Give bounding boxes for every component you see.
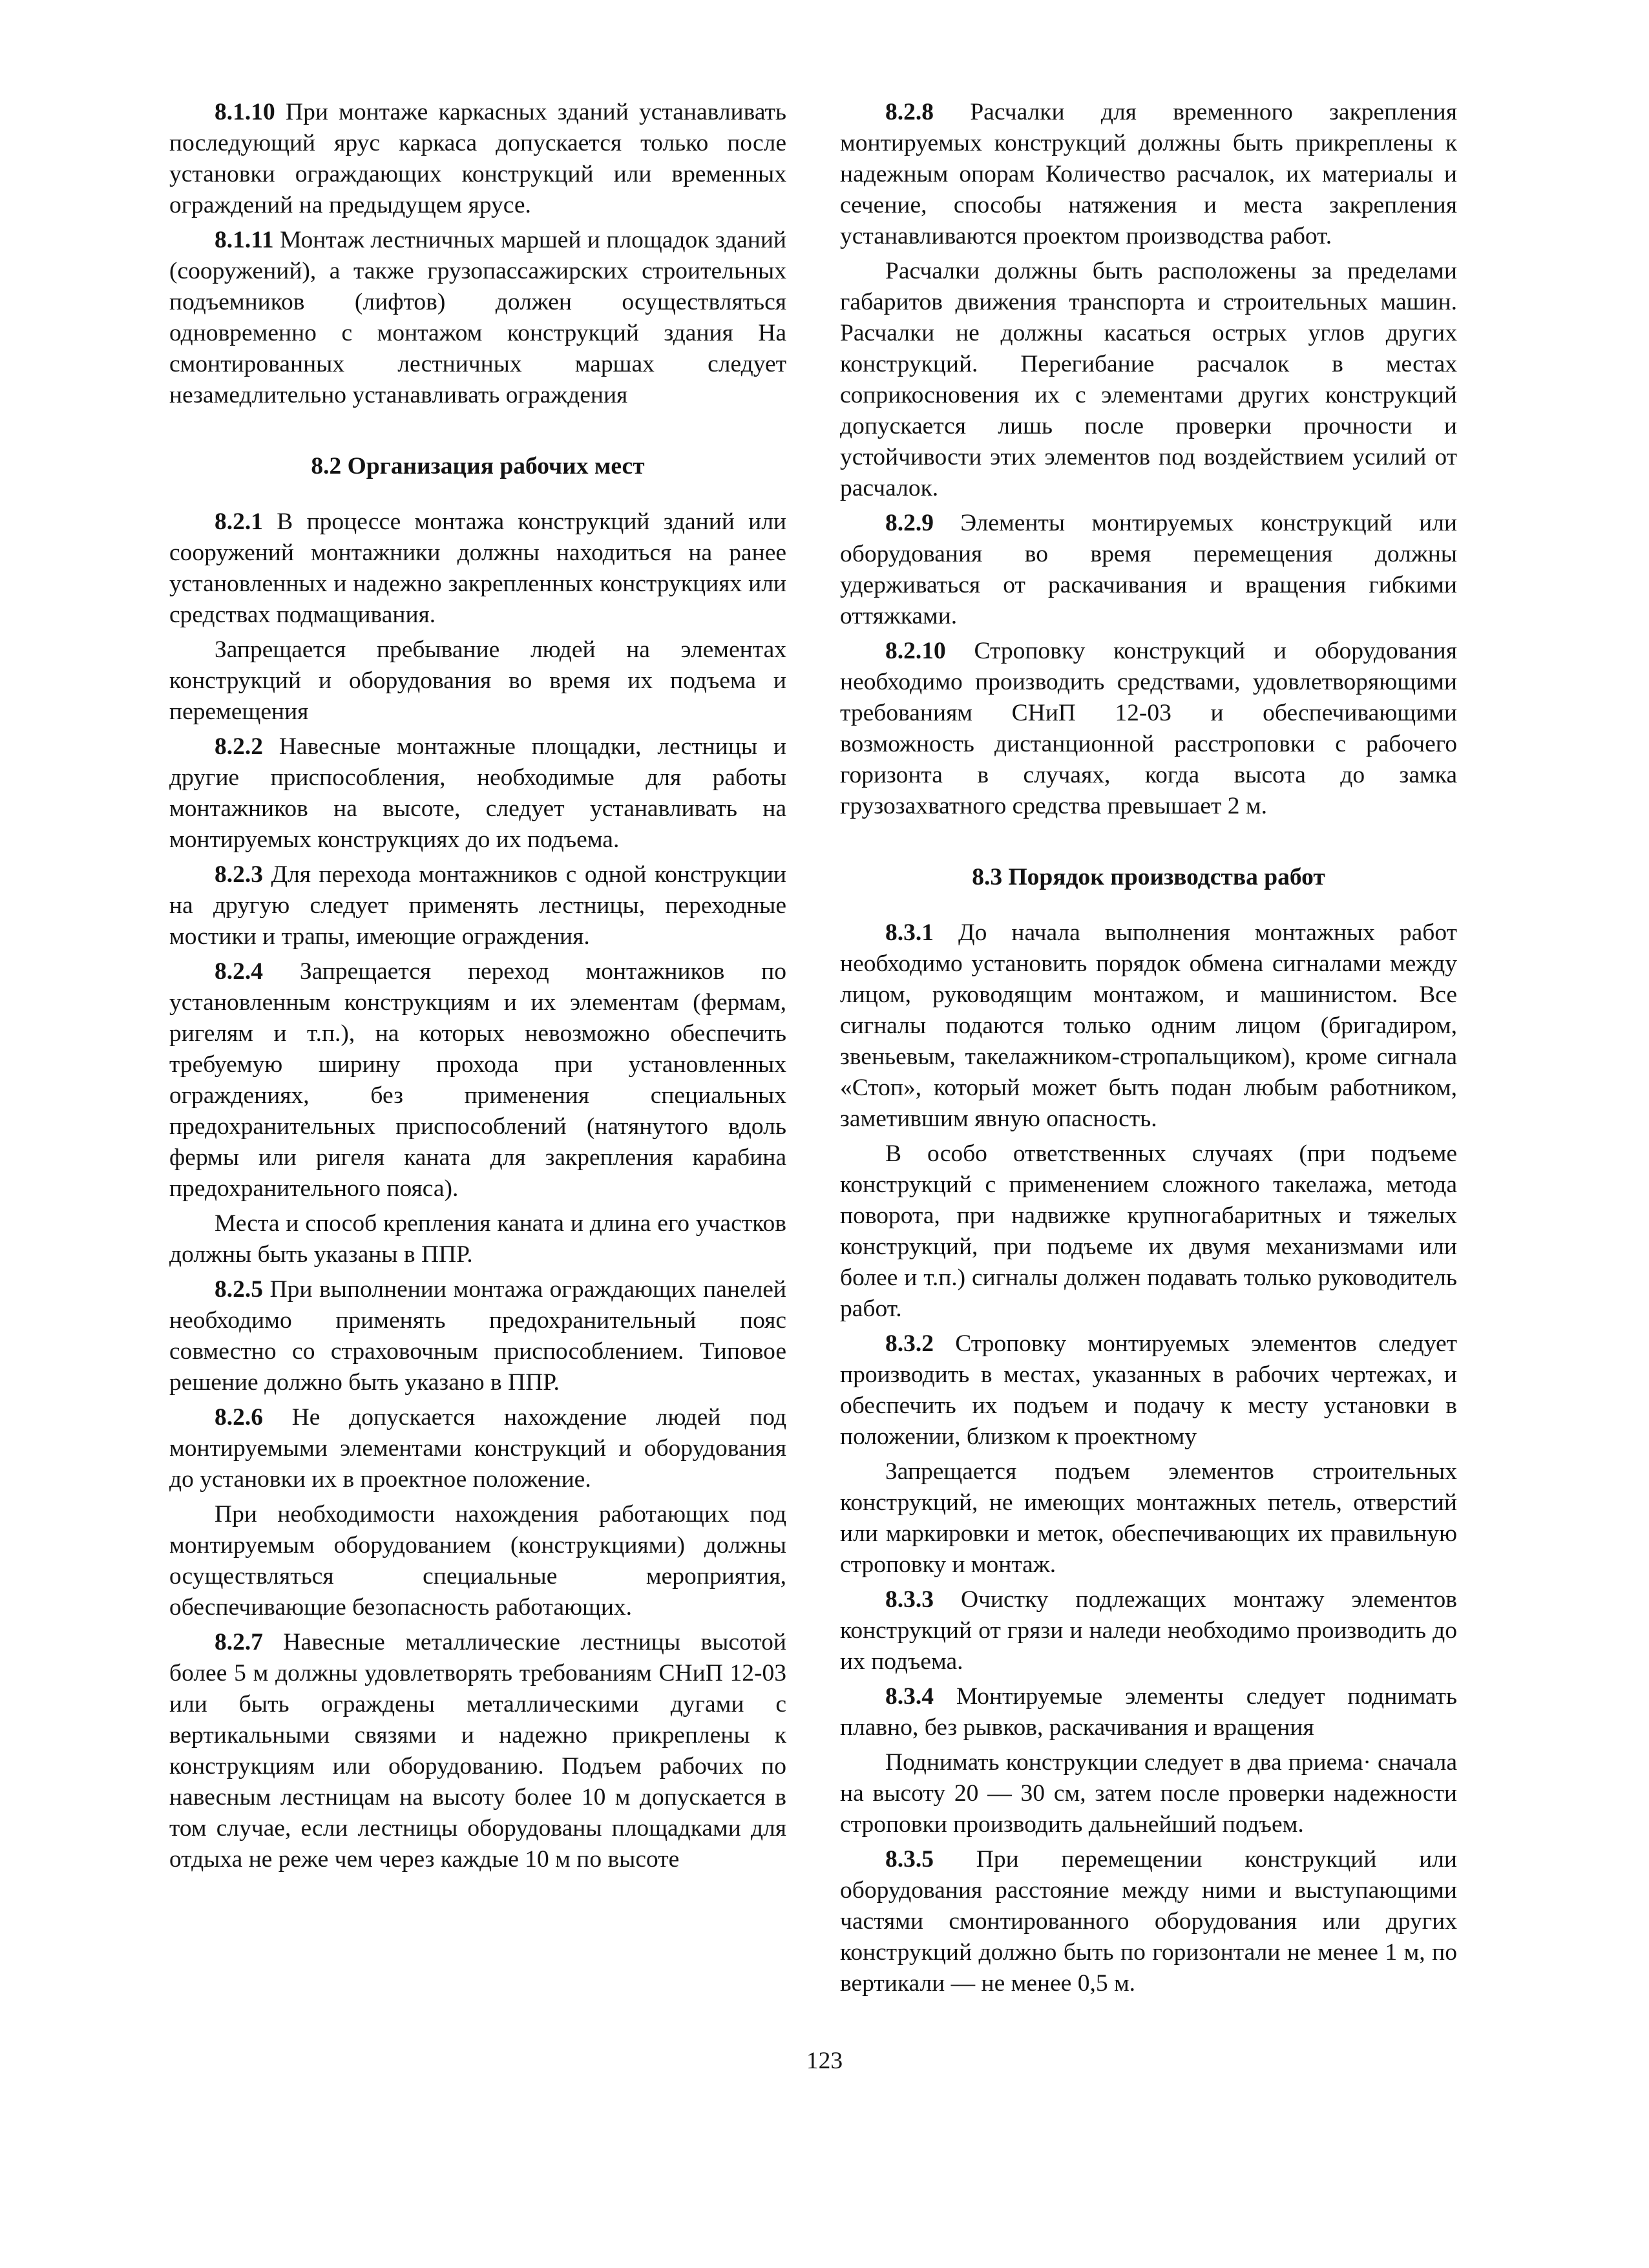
paragraph-8-2-8: [840, 97, 1457, 252]
paragraph-text: Запрещается подъем элементов строительных конструкций, не имеющих монтажных петель, отверстий или маркировки и меток, обеспечивающих их правильную строповку и монтаж.: [840, 1458, 1457, 1578]
clause-number: 8.2.6: [215, 1404, 263, 1431]
clause-number: 8.2.1: [215, 509, 263, 535]
paragraph-8-3-2: [840, 1328, 1457, 1453]
paragraph-8-3-4: [840, 1681, 1457, 1743]
clause-number: 8.2.10: [885, 638, 946, 664]
paragraph-8-3-1: [840, 918, 1457, 1135]
clause-number: 8.2.9: [885, 510, 934, 536]
paragraph-text: Навесные монтажные площадки, лестницы и другие приспособления, необходимые для работы монтажников на высоте, следует устанавливать на монтируемых конструкциях до их подъема.: [169, 733, 786, 853]
paragraph-8-2-4-cont: [169, 1208, 786, 1270]
section-heading-8-2: 8.2 Организация рабочих мест: [311, 453, 645, 479]
clause-number: 8.2.8: [885, 99, 934, 125]
page-number: 123: [806, 2048, 843, 2074]
paragraph-text: Монтаж лестничных маршей и площадок зданий (сооружений), а также грузопассажирских строительных подъемников (лифтов) должен осуществляться одновременно с монтажом конструкций здания На смонтированных лестничных маршах следует незамедлительно устанавливать ограждения: [169, 227, 786, 408]
paragraph-text: Расчалки для временного закрепления монтируемых конструкций должны быть прикреплены к надежным опорам Количество расчалок, их материалы и сечение, способы натяжения и места закрепления устанавливаются проектом производства работ.: [840, 99, 1457, 249]
paragraph-text: При монтаже каркасных зданий устанавливать последующий ярус каркаса допускается только после установки ограждающих конструкций или временных ограждений на предыдущем ярусе.: [169, 99, 786, 218]
paragraph-text: В особо ответственных случаях (при подъеме конструкций с применением сложного такелажа, метода поворота, при надвижке крупногабаритных и тяжелых конструкций, при подъеме их двумя механизмами или более и т.п.) сигналы должен подавать только руководитель работ.: [840, 1140, 1457, 1322]
paragraph-8-1-10: [169, 97, 786, 221]
clause-number: 8.3.3: [885, 1586, 934, 1613]
paragraph-text: Запрещается пребывание людей на элементах конструкций и оборудования во время их подъема и перемещения: [169, 636, 786, 725]
paragraph-8-2-7: [169, 1627, 786, 1875]
paragraph-8-2-8-cont: [840, 256, 1457, 504]
paragraph-text: Очистку подлежащих монтажу элементов конструкций от грязи и наледи необходимо производить до их подъема.: [840, 1586, 1457, 1675]
clause-number: 8.1.10: [215, 99, 275, 125]
clause-number: 8.3.4: [885, 1683, 934, 1710]
paragraph-8-2-6-cont: [169, 1499, 786, 1623]
paragraph-text: При необходимости нахождения работающих под монтируемым оборудованием (конструкциями) должны осуществляться специальные мероприятия, обеспечивающие безопасность работающих.: [169, 1501, 786, 1621]
section-heading-8-3: 8.3 Порядок производства работ: [972, 864, 1325, 890]
clause-number: 8.2.3: [215, 861, 263, 888]
paragraph-text: Навесные металлические лестницы высотой более 5 м должны удовлетворять требованиям СНиП 12-03 или быть ограждены металлическими дугами с вертикальными связями и надежно прикреплены к конструкциям или оборудованию. Подъем рабочих по навесным лестницам на высоту более 10 м допускается в том случае, если лестницы оборудованы площадками для отдыха не реже чем через каждые 10 м по высоте: [169, 1629, 786, 1873]
paragraph-8-3-1-cont: [840, 1139, 1457, 1325]
paragraph-8-2-10: [840, 636, 1457, 822]
clause-number: 8.2.2: [215, 733, 263, 760]
paragraph-text: До начала выполнения монтажных работ необходимо установить порядок обмена сигналами между лицом, руководящим монтажом, и машинистом. Все сигналы подаются только одним лицом (бригадиром, звеньевым, такелажником-стропальщиком), кроме сигнала «Стоп», который может быть подан любым работником, заметившим явную опасность.: [840, 919, 1457, 1132]
paragraph-text: Места и способ крепления каната и длина его участков должны быть указаны в ППР.: [169, 1210, 786, 1268]
paragraph-8-1-11: [169, 225, 786, 411]
paragraph-text: Для перехода монтажников с одной конструкции на другую следует применять лестницы, переходные мостики и трапы, имеющие ограждения.: [169, 861, 786, 950]
paragraph-text: Элементы монтируемых конструкций или оборудования во время перемещения должны удерживаться от раскачивания и вращения гибкими оттяжками.: [840, 510, 1457, 629]
paragraph-8-3-3: [840, 1584, 1457, 1677]
right-column: [840, 97, 1457, 2003]
left-column: [169, 97, 786, 1879]
paragraph-8-2-2: [169, 731, 786, 856]
paragraph-text: В процессе монтажа конструкций зданий или сооружений монтажники должны находиться на ранее установленных и надежно закрепленных конструкциях или средствах подмащивания.: [169, 509, 786, 628]
paragraph-8-2-1: [169, 507, 786, 631]
paragraph-text: Поднимать конструкции следует в два приема· сначала на высоту 20 — 30 см, затем после проверки надежности строповки производить дальнейший подъем.: [840, 1749, 1457, 1838]
clause-number: 8.2.7: [215, 1629, 263, 1655]
clause-number: 8.3.1: [885, 919, 934, 946]
clause-number: 8.3.5: [885, 1846, 934, 1873]
paragraph-8-3-4-cont: [840, 1747, 1457, 1840]
paragraph-text: При выполнении монтажа ограждающих панелей необходимо применять предохранительный пояс совместно со страховочным приспособлением. Типовое решение должно быть указано в ППР.: [169, 1276, 786, 1396]
paragraph-text: Не допускается нахождение людей под монтируемыми элементами конструкций и оборудования до установки их в проектное положение.: [169, 1404, 786, 1493]
paragraph-8-2-4: [169, 956, 786, 1204]
paragraph-8-3-2-cont: [840, 1456, 1457, 1580]
paragraph-text: Расчалки должны быть расположены за пределами габаритов движения транспорта и строительных машин. Расчалки не должны касаться острых углов других конструкций. Перегибание расчалок в местах соприкосновения их с элементами других конструкций допускается лишь после проверки прочности и устойчивости этих элементов под воздействием усилий от расчалок.: [840, 258, 1457, 501]
paragraph-text: Запрещается переход монтажников по установленным конструкциям и их элементам (фермам, ригелям и т.п.), на которых невозможно обеспечить требуемую ширину прохода при установленных ограждениях, без применения специальных предохранительных приспособлений (натянутого вдоль фермы или ригеля каната для закрепления карабина предохранительного пояса).: [169, 958, 786, 1202]
clause-number: 8.3.2: [885, 1330, 934, 1357]
paragraph-8-3-5: [840, 1844, 1457, 1999]
paragraph-text: Монтируемые элементы следует поднимать плавно, без рывков, раскачивания и вращения: [840, 1683, 1457, 1741]
clause-number: 8.2.4: [215, 958, 263, 985]
paragraph-8-2-3: [169, 859, 786, 952]
clause-number: 8.2.5: [215, 1276, 263, 1303]
paragraph-8-2-6: [169, 1402, 786, 1495]
paragraph-8-2-9: [840, 508, 1457, 632]
paragraph-8-2-5: [169, 1274, 786, 1398]
paragraph-text: Строповку конструкций и оборудования необходимо производить средствами, удовлетворяющими требованиям СНиП 12-03 и обеспечивающими возможность дистанционной расстроповки с рабочего горизонта в случаях, когда высота до замка грузозахватного средства превышает 2 м.: [840, 638, 1457, 819]
paragraph-text: Строповку монтируемых элементов следует производить в местах, указанных в рабочих чертежах, и обеспечить их подъем и подачу к месту установки в положении, близком к проектному: [840, 1330, 1457, 1450]
paragraph-8-2-1-cont: [169, 635, 786, 728]
paragraph-text: При перемещении конструкций или оборудования расстояние между ними и выступающими частями смонтированного оборудования или других конструкций должно быть по горизонтали не менее 1 м, по вертикали — не менее 0,5 м.: [840, 1846, 1457, 1997]
clause-number: 8.1.11: [215, 227, 274, 253]
